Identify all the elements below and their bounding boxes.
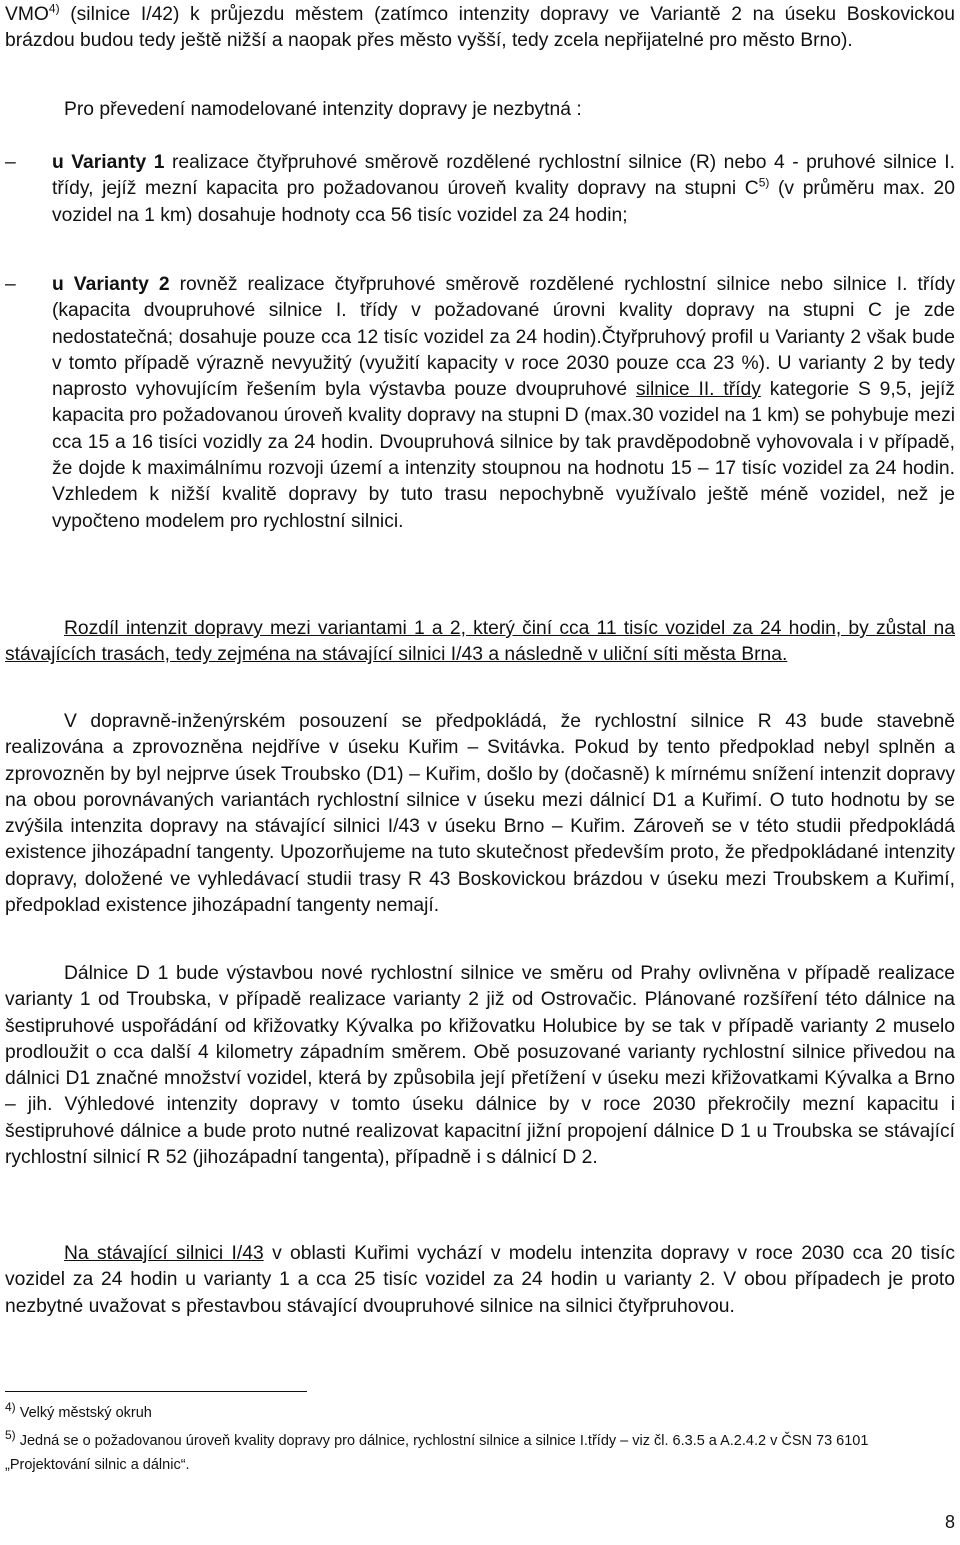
page-number: 8 bbox=[944, 1512, 955, 1532]
footnote-mark: 4) bbox=[5, 1400, 16, 1415]
road-class-link: silnice II. třídy bbox=[636, 379, 761, 401]
footnote-ref-5: 5) bbox=[758, 175, 770, 190]
dash-marker: – bbox=[5, 274, 16, 295]
paragraph-assessment: V dopravně-inženýrském posouzení se předpokládá, že rychlostní silnice R 43 bude stavebně realizována a zprovozněna nejdříve v úseku Kuřim – Svitávka. Pokud by tento předpoklad nebyl splněn a zprovozněn by byl nejprve úsek Troubsko (D1) – Kuřim, došlo by (dočasně) k mírnému snížení intenzit dopravy na obou porovnávaných variantách rychlostní silnice v úseku mezi dálnicí D1 a Kuřimí. O tuto hodnotu by se zvýšila intenzita dopravy na stávající silnici I/43 v úseku Brno – Kuřim. Zároveň se v této studii předpokládá existence jihozápadní tangenty. Upozorňujeme na tuto skutečnost především proto, že předpokládané intenzity dopravy, doložené ve vyhledávací studii trasy R 43 Boskovickou brázdou v úseku mezi Troubskem a Kuřimí, předpoklad existence jihozápadní tangenty nemají. bbox=[5, 711, 955, 917]
footnote-ref-4: 4) bbox=[48, 1, 60, 16]
variant-1-label: u Varianty 1 bbox=[52, 152, 165, 173]
paragraph-i43 bbox=[5, 1241, 955, 1320]
footnote-mark: 5) bbox=[5, 1428, 16, 1443]
footnote-text: Velký městský okruh bbox=[15, 1405, 152, 1421]
text-span: realizace čtyřpruhové směrově rozdělené rychlostní silnice (R) nebo 4 - pruhové silnice I. třídy, jejíž mezní kapacita pro požadovanou úroveň kvality dopravy na stupni C bbox=[52, 152, 955, 200]
paragraph-intro bbox=[5, 2, 955, 55]
text-span: rovněž realizace čtyřpruhové směrově rozdělené rychlostní silnice nebo silnice I. třídy (kapacita dvoupruhové silnice I. třídy v požadované úrovni kvality dopravy na stupni C je zde nedostatečná; dosahuje pouze cca 12 tisíc vozidel za 24 hodin).Čtyřpruhový profil u Varianty 2 však bude v tomto případě výrazně nevyužitý (využití kapacity v roce 2030 pouze cca 23 %). U varianty 2 by tedy naprosto vyhovujícím řešením byla výstavba pouze dvoupruhové bbox=[52, 274, 955, 401]
text-span: (v průměru max. 20 vozidel na 1 km) dosahuje hodnoty cca 56 tisíc vozidel za 24 hodin; bbox=[52, 178, 956, 226]
list-item-variant-1 bbox=[5, 150, 956, 229]
i43-link: Na stávající silnici I/43 bbox=[64, 1243, 264, 1264]
text-span: (silnice I/42) k průjezdu městem (zatímco intenzity dopravy ve Variantě 2 na úseku Boskovickou brázdou budou tedy ještě nižší a naopak přes město vyšší, tedy zcela nepřijatelné pro město Brno). bbox=[5, 4, 955, 52]
text-span: v oblasti Kuřimi vychází v modelu intenzita dopravy v roce 2030 cca 20 tisíc vozidel za 24 hodin u varianty 1 a cca 25 tisíc vozidel za 24 hodin u varianty 2. V obou případech je proto nezbytné uvažovat s přestavbou stávající dvoupruhové silnice na silnici čtyřpruhovou. bbox=[5, 1243, 955, 1317]
dash-marker: – bbox=[5, 152, 16, 173]
footnote-4 bbox=[5, 1401, 955, 1425]
text-span: kategorie S 9,5, jejíž kapacita pro požadovanou úroveň kvality dopravy na stupni D (max.30 vozidel na 1 km) se pohybuje mezi cca 15 a 16 tisíci vozidly za 24 hodin. Dvoupruhová silnice by tak pravděpodobně vyhovovala i v případě, že dojde k maximálnímu rozvoji území a intenzity stoupnou na hodnotu 15 – 17 tisíc vozidel za 24 hodin. Vzhledem k nižší kvalitě dopravy by tuto trasu nepochybně využívalo ještě méně vozidel, než je vypočteno modelem pro rychlostní silnici. bbox=[52, 379, 955, 532]
paragraph-lead: Pro převedení namodelované intenzity dopravy je nezbytná : bbox=[64, 99, 582, 120]
list-item-variant-2 bbox=[5, 272, 955, 535]
footnote-text: Jedná se o požadovanou úroveň kvality dopravy pro dálnice, rychlostní silnice a silnice I.třídy – viz čl. 6.3.5 a A.2.4.2 v ČSN 73 6101 „Projektování silnic a dálnic“. bbox=[5, 1433, 869, 1473]
footnote-separator bbox=[5, 1391, 307, 1392]
variant-2-label: u Varianty 2 bbox=[52, 274, 170, 295]
paragraph-difference: Rozdíl intenzit dopravy mezi variantami 1 a 2, který činí cca 11 tisíc vozidel za 24 hodin, by zůstal na stávajících trasách, tedy zejména na stávající silnici I/43 a následně v uliční síti města Brna. bbox=[5, 618, 955, 666]
footnote-5 bbox=[5, 1429, 955, 1477]
text-span: VMO bbox=[5, 4, 49, 25]
paragraph-d1-motorway: Dálnice D 1 bude výstavbou nové rychlostní silnice ve směru od Prahy ovlivněna v případě realizace varianty 1 od Troubska, v případě realizace varianty 2 již od Ostrovačic. Plánované rozšíření této dálnice na šestipruhové uspořádání od křižovatky Kývalka po křižovatku Holubice by se tak v případě varianty 2 muselo prodloužit o cca další 4 kilometry západním směrem. Obě posuzované varianty rychlostní silnice přivedou na dálnici D1 značné množství vozidel, která by způsobila její přetížení v úseku mezi křižovatkami Kývalka a Brno – jih. Výhledové intenzity dopravy v tomto úseku dálnice by v roce 2030 překročily mezní kapacitu i šestipruhové dálnice a bude proto nutné realizovat kapacitní jižní propojení dálnice D 1 u Troubska se stávající rychlostní silnicí R 52 (jihozápadní tangenta), případně i s dálnicí D 2. bbox=[5, 963, 955, 1169]
